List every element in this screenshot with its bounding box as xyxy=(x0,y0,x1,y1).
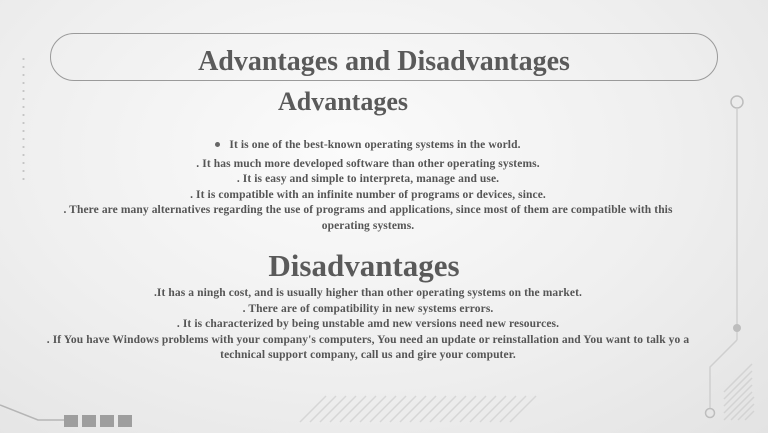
list-item: . There are many alternatives regarding the use of programs and applications, since most of them are compatible with this operating systems. xyxy=(63,204,673,232)
list-item: . If You have Windows problems with your company's computers, You need an update or reinstallation and You want to talk yo a technical support company, call us and gire your computer. xyxy=(46,333,690,361)
hatch-corner-decoration xyxy=(724,364,754,420)
advantages-heading: Advantages xyxy=(277,87,408,116)
list-item: . It is characterized by being unstable amd new versions need new resources. xyxy=(176,318,560,330)
bottom-left-line-decoration xyxy=(0,405,64,420)
bullet-icon xyxy=(215,142,220,147)
list-item: . It has much more developed software than other operating systems. xyxy=(196,157,540,170)
square-block xyxy=(82,415,96,427)
hatch-bottom-decoration xyxy=(300,396,536,422)
list-item-text: It is one of the best-known operating systems in the world. xyxy=(229,139,521,151)
list-item: . It is compatible with an infinite number of programs or devices, since. xyxy=(190,188,546,201)
circle-decoration-bottom xyxy=(706,409,715,418)
list-item: .It has a ningh cost, and is usually higher than other operating systems on the market. xyxy=(153,287,583,299)
disadvantages-list xyxy=(40,286,696,364)
slide-title: Advantages and Disadvantages xyxy=(198,46,570,77)
disadvantages-heading: Disadvantages xyxy=(268,248,460,283)
dot-decoration xyxy=(733,324,741,332)
circle-decoration-top xyxy=(731,96,743,108)
square-block xyxy=(118,415,132,427)
list-item xyxy=(40,138,696,154)
list-item: . It is easy and simple to interpreta, manage and use. xyxy=(236,173,500,185)
advantages-list xyxy=(40,138,696,234)
square-block xyxy=(64,415,78,427)
square-block xyxy=(100,415,114,427)
list-item: . There are of compatibility in new systems errors. xyxy=(242,302,494,315)
square-blocks-decoration xyxy=(64,415,132,427)
